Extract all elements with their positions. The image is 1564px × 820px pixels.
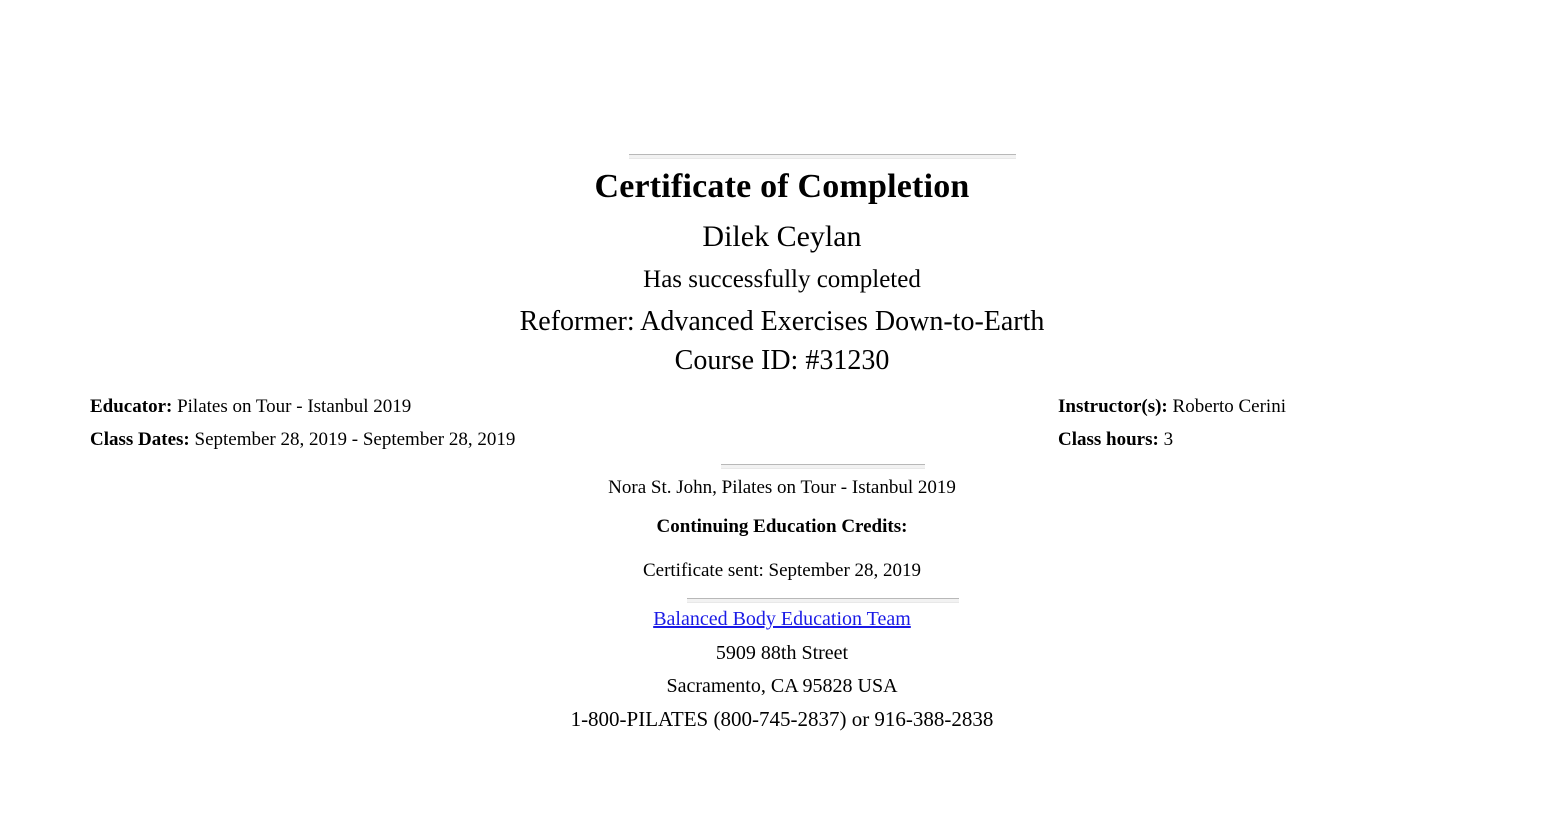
instructor-row [1058, 396, 1286, 418]
class-hours-value: 3 [1163, 429, 1174, 450]
educator-value: Pilates on Tour - Istanbul 2019 [177, 396, 412, 417]
education-team-link-wrap [0, 608, 1564, 631]
course-name: Reformer: Advanced Exercises Down-to-Earth [519, 306, 1045, 337]
completion-line: Has successfully completed [643, 266, 921, 293]
class-hours-label: Class hours: [1058, 429, 1159, 450]
certificate-title: Certificate of Completion [594, 168, 970, 205]
class-dates-value: September 28, 2019 - September 28, 2019 [194, 429, 516, 450]
divider-middle [721, 464, 925, 469]
credits-heading: Continuing Education Credits: [656, 516, 908, 537]
educator-row [90, 396, 411, 418]
educator-label: Educator: [90, 396, 173, 417]
recipient-name: Dilek Ceylan [702, 220, 862, 253]
class-dates-label: Class Dates: [90, 429, 190, 450]
address-line-1: 5909 88th Street [715, 642, 849, 664]
class-dates-row [90, 429, 515, 451]
class-hours-row [1058, 429, 1173, 451]
phone-numbers: 1-800-PILATES (800-745-2837) or 916-388-2838 [570, 707, 994, 731]
presenter-line: Nora St. John, Pilates on Tour - Istanbul 2019 [608, 477, 956, 498]
education-team-link[interactable]: Balanced Body Education Team [653, 608, 911, 630]
instructor-value: Roberto Cerini [1172, 396, 1286, 417]
divider-bottom [687, 598, 959, 603]
course-id: Course ID: #31230 [674, 345, 890, 376]
address-line-2: Sacramento, CA 95828 USA [666, 675, 898, 697]
instructor-label: Instructor(s): [1058, 396, 1168, 417]
divider-top [629, 154, 1016, 159]
certificate-sent-date: Certificate sent: September 28, 2019 [642, 560, 922, 581]
